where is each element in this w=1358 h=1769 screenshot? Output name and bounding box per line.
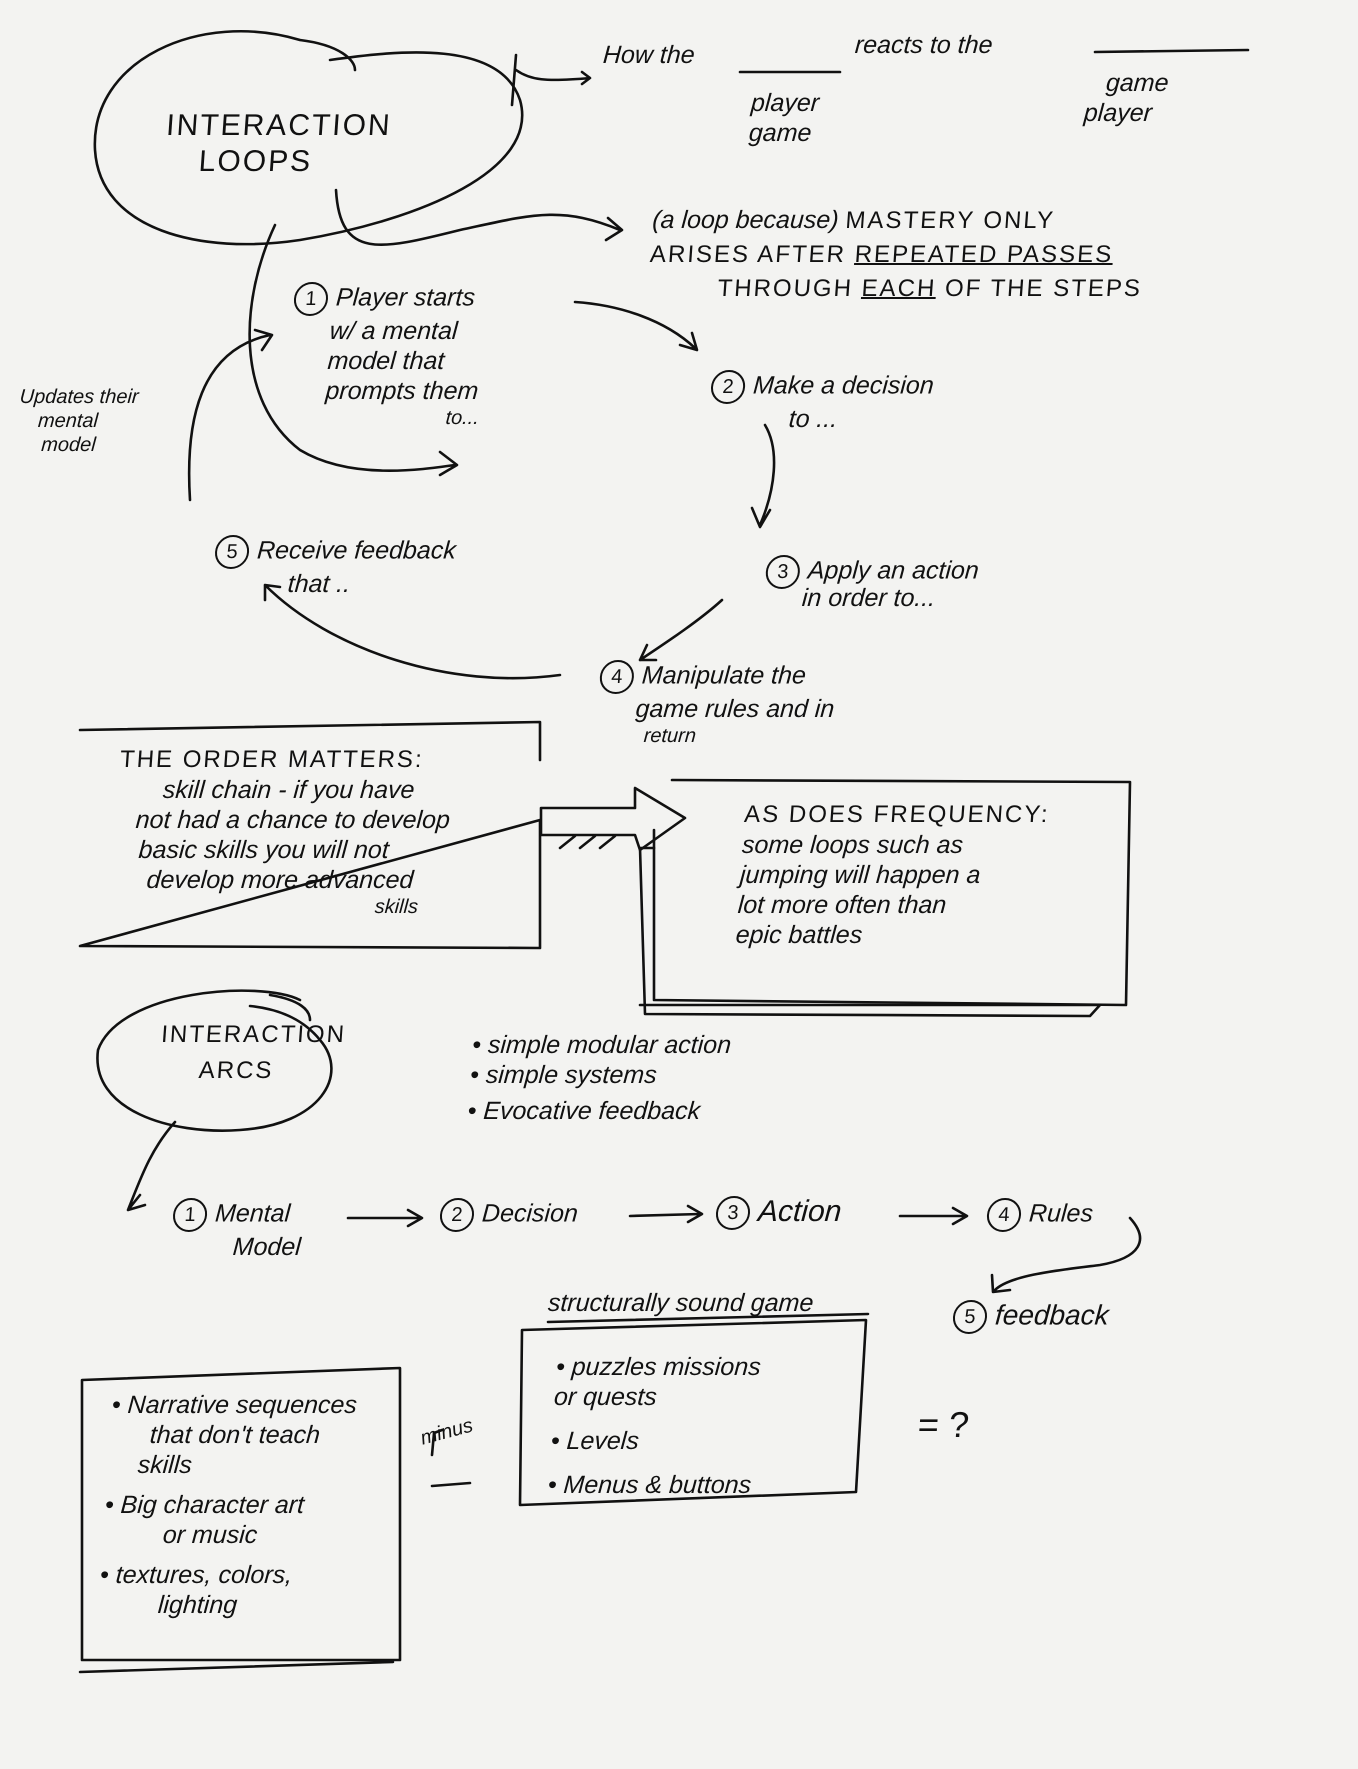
definition-middle: reacts to the [854,31,994,59]
loop-step-1: 1 Player starts w/ a mental model that prompts them to... [285,282,489,430]
loop-reason: (a loop because) MASTERY ONLY ARISES AFTER REPEATED PASSES THROUGH EACH OF THE STEPS [649,206,1143,302]
loop-step-4: 4 Manipulate the game rules and in return [595,660,838,748]
arrow-1-to-2 [575,302,697,350]
minus-label: minus [418,1414,476,1450]
flow-arrow-3 [900,1208,967,1224]
loops-title: INTERACTION LOOPS [165,109,393,178]
update-arrow [189,330,272,500]
arrow-2-to-3 [752,425,774,527]
left-box-text: • Narrative sequences that don't teach skills • Big character art or music • textures, colors, lighting [99,1391,358,1619]
definition-arrow [512,55,590,105]
right-box-title: structurally sound game [547,1289,815,1317]
minus-dash [432,1483,470,1486]
update-mental-model-label: Updates their mental model [18,386,140,456]
loop-step-2: 2 Make a decision to ... [708,370,935,434]
frequency-box-text: AS DOES FREQUENCY: some loops such as jumping will happen a lot more often than epic battles [734,801,1051,949]
arcs-bullets: • simple modular action • simple systems • Evocative feedback [466,1031,733,1125]
arcs-title: INTERACTION ARCS [160,1021,347,1084]
arrow-3-to-4 [640,600,722,660]
loop-step-5: 5 Receive feedback that .. [212,535,457,599]
flow-arrow-2 [630,1206,702,1222]
blank1-options: player game [747,89,821,147]
flow-step-decision: 2 Decision [439,1198,579,1232]
blank-line-2 [1095,50,1248,52]
flow-step-action: 3 Action [715,1196,843,1230]
flow-step-feedback: 5 feedback [952,1300,1110,1334]
order-box-text: THE ORDER MATTERS: skill chain - if you have not had a chance to develop basic skills you will not develop more advanced skills [119,746,451,918]
flow-arrow-1 [348,1210,422,1226]
equation-result: = ? [916,1404,971,1445]
big-arrow [541,788,685,850]
flow-step-mental-model: 1 Mental Model [170,1198,305,1262]
right-box-text: • puzzles missions or quests • Levels • Menus & buttons [546,1353,762,1499]
blank2-options: game player [1082,69,1170,127]
reason-arrow [336,190,622,245]
flow-step-rules: 4 Rules [986,1198,1094,1232]
definition-prefix: How the [602,41,696,69]
loop-step-3: 3 Apply an action in order to... [763,555,980,613]
arcs-hook-arrow [128,1122,175,1210]
